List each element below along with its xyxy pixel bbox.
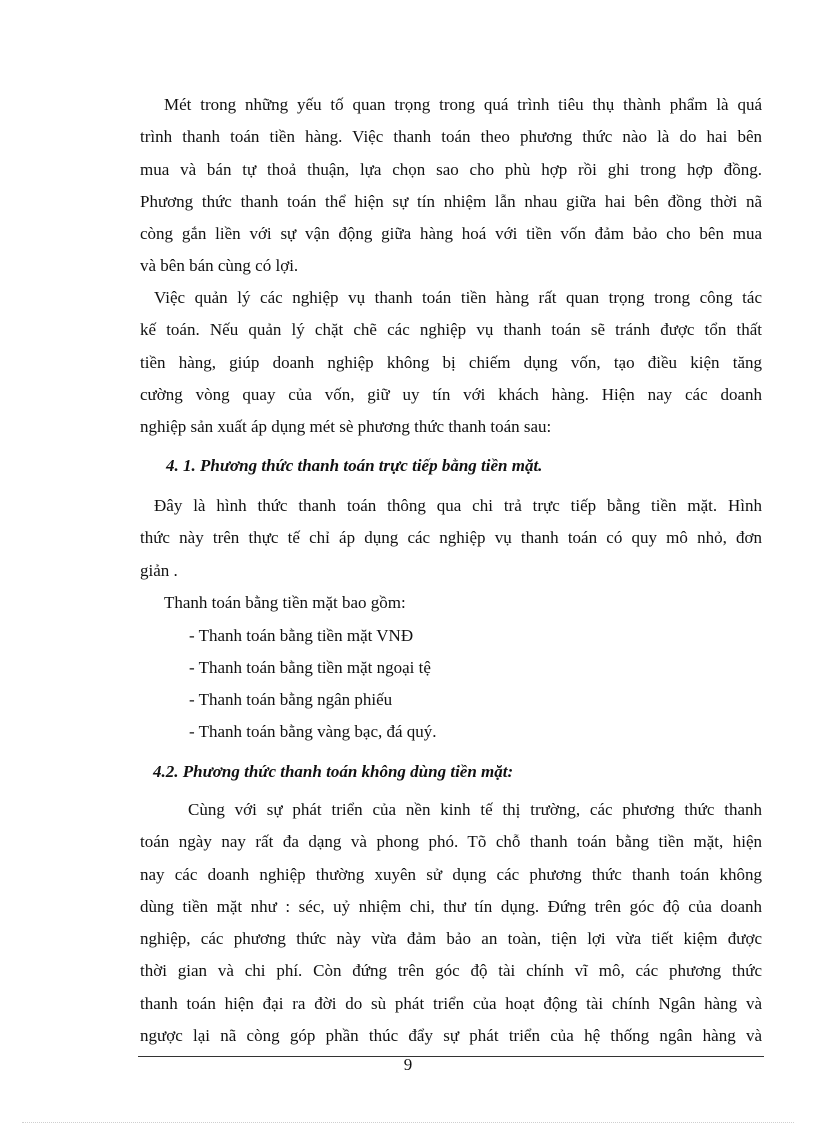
text-line: nghiệp, các phương thức này vừa đảm bảo an toàn, tiện lợi vừa tiết kiệm được [140,929,762,949]
text-line: trình thanh toán tiền hàng. Việc thanh toán theo phương thức nào là do hai bên [140,127,762,147]
list-item: - Thanh toán bằng ngân phiếu [189,690,393,709]
text-line: Phương thức thanh toán thể hiện sự tín nhiệm lẫn nhau giữa hai bên đồng thời nã [140,191,762,211]
cash-list-intro: Thanh toán bằng tiền mặt bao gồm: [164,593,406,612]
text-line: giản . [140,560,178,580]
text-line: Đây là hình thức thanh toán thông qua chi trả trực tiếp bằng tiền mặt. Hình [154,496,762,515]
text-line: và bên bán cùng có lợi. [140,256,299,276]
text-line: Mét trong những yếu tố quan trọng trong quá trình tiêu thụ thành phẩm là quá [164,95,762,114]
section-heading-4-1: 4. 1. Phương thức thanh toán trực tiếp bằng tiền mặt. [166,456,543,475]
list-item: - Thanh toán bằng tiền mặt VNĐ [189,626,414,645]
paragraph-cash-payment [140,490,762,587]
page-number: 9 [403,1055,413,1074]
text-line: Cùng với sự phát triển của nền kinh tế thị trường, các phương thức thanh [188,800,762,819]
text-line: nay các doanh nghiệp thường xuyên sử dụng các phương thức thanh toán không [140,864,762,884]
list-item: - Thanh toán bằng vàng bạc, đá quý. [189,722,437,741]
paragraph-payment-management [140,282,762,443]
text-line: kế toán. Nếu quản lý chặt chẽ các nghiệp vụ thanh toán sẽ tránh được tổn thất [140,320,762,340]
text-line: còng gắn liền với sự vận động giữa hàng hoá với tiền vốn đảm bảo cho bên mua [140,224,762,244]
paragraph-non-cash-payment [140,794,762,1052]
text-line: Việc quản lý các nghiệp vụ thanh toán tiền hàng rất quan trọng trong công tác [154,288,762,307]
text-line: mua và bán tự thoả thuận, lựa chọn sao cho phù hợp rồi ghi trong hợp đồng. [140,159,762,179]
text-line: tiền hàng, giúp doanh nghiệp không bị chiếm dụng vốn, tạo điều kiện tăng [140,352,762,372]
list-item: - Thanh toán bằng tiền mặt ngoại tệ [189,658,431,677]
text-line: ngược lại nã còng góp phần thúc đẩy sự phát triển của hệ thống ngân hàng và [140,1026,762,1046]
text-line: cường vòng quay của vốn, giữ uy tín với khách hàng. Hiện nay các doanh [140,384,762,404]
text-line: thời gian và chi phí. Còn đứng trên góc độ tài chính vĩ mô, các phương thức [140,961,762,981]
text-line: thức này trên thực tế chỉ áp dụng các nghiệp vụ thanh toán có quy mô nhỏ, đơn [140,528,762,548]
paragraph-payment-importance [140,89,762,283]
text-line: toán ngày nay rất đa dạng và phong phó. Tõ chỗ thanh toán bằng tiền mặt, hiện [140,832,762,852]
text-line: thanh toán hiện đại ra đời do sù phát triển của hoạt động tài chính Ngân hàng và [140,993,762,1013]
text-line: nghiệp sản xuất áp dụng mét sè phương thức thanh toán sau: [140,417,552,437]
section-heading-4-2: 4.2. Phương thức thanh toán không dùng tiền mặt: [153,762,514,781]
text-line: dùng tiền mặt như : séc, uỷ nhiệm chi, thư tín dụng. Đứng trên góc độ của doanh [140,896,762,916]
